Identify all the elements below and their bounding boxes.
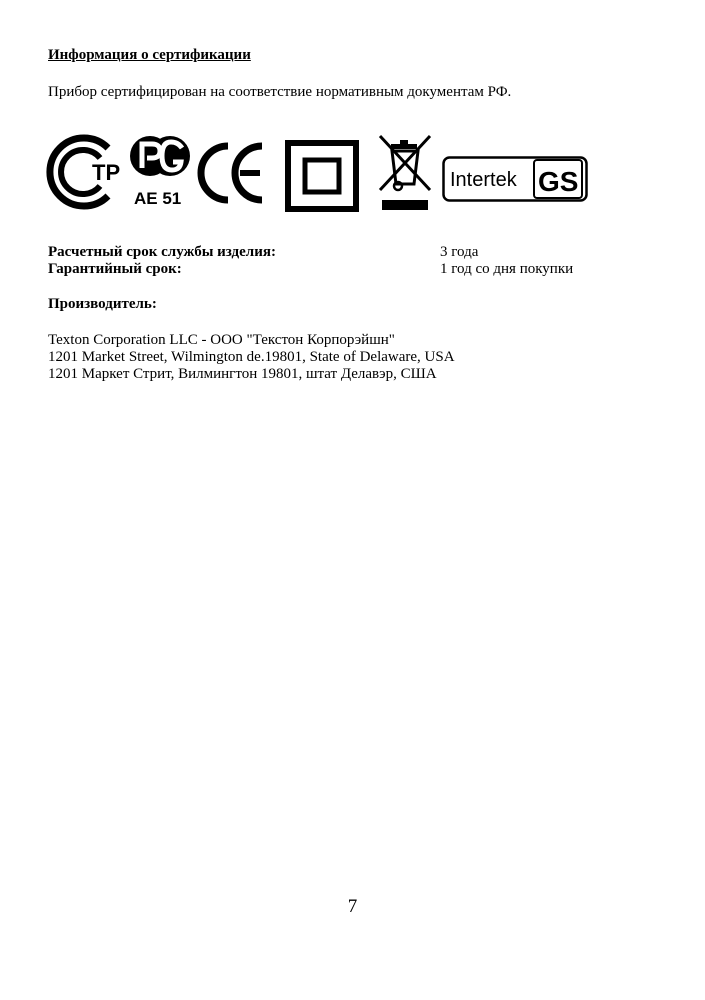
ce-mark-icon [196, 138, 268, 208]
pct-code: AE 51 [134, 189, 182, 208]
pct-mark-icon [130, 130, 190, 210]
crossed-bin-icon [376, 134, 434, 214]
gs-letters: GS [538, 166, 579, 197]
service-life-label: Расчетный срок службы изделия: [48, 244, 276, 260]
eac-tr-mark-icon [46, 134, 132, 210]
warranty-value: 1 год со дня покупки [440, 261, 574, 277]
manufacturer-address-ru: 1201 Маркет Стрит, Вилмингтон 19801, штат Делавэр, США [48, 366, 437, 382]
certification-logos [46, 130, 646, 216]
manufacturer-company: Texton Corporation LLC - ООО "Текстон Корпорэйшн" [48, 332, 395, 348]
section-heading: Информация о сертификации [48, 47, 251, 63]
eac-tr-letters: ТР [92, 160, 121, 185]
double-insulation-icon [284, 140, 360, 212]
warranty-label: Гарантийный срок: [48, 261, 182, 277]
service-life-value: 3 года [440, 244, 479, 260]
page-number: 7 [347, 896, 358, 917]
intertek-brand: Intertek [450, 169, 517, 191]
intertek-gs-icon [442, 156, 588, 202]
manufacturer-heading: Производитель: [48, 296, 157, 312]
certification-statement: Прибор сертифицирован на соответствие нормативным документам РФ. [48, 84, 512, 100]
manufacturer-address-en: 1201 Market Street, Wilmington de.19801, State of Delaware, USA [48, 349, 455, 365]
